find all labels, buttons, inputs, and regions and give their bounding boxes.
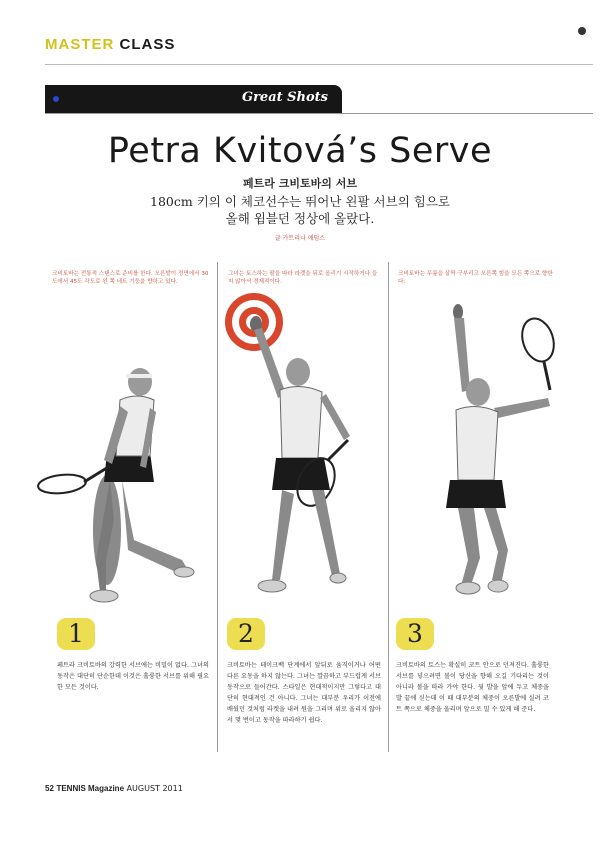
article-title: Petra Kvitová’s Serve <box>107 131 493 171</box>
player-photo-ready-stance <box>22 360 202 610</box>
caption-step-2: 그녀는 토스하는 팔을 따라 라켓을 뒤로 올리기 시작하거나 들지 않아서 경제적이다. <box>228 271 378 285</box>
step-number-2: 2 <box>227 618 265 650</box>
body-step-1: 페트라 크비토바의 강력한 서브에는 비밀이 없다. 그녀의 동작은 대단히 단순한데 이것은 훌륭한 서브를 위해 필요한 모든 것이다. <box>57 662 209 691</box>
racket-arm <box>320 394 350 440</box>
right-leg <box>122 480 188 572</box>
banner-rule <box>45 113 593 114</box>
section-header-class: CLASS <box>119 36 176 53</box>
column-divider-1 <box>217 262 218 752</box>
footer-page-number: 52 <box>45 784 54 793</box>
left-leg <box>458 508 480 582</box>
right-leg <box>484 508 508 580</box>
left-shoe <box>90 590 118 602</box>
player-photo-toss <box>220 290 385 610</box>
article-subtitle: 페트라 크비토바의 서브 <box>243 177 357 190</box>
page-footer <box>45 784 183 793</box>
footer-magazine: TENNIS Magazine <box>56 784 125 793</box>
corner-dot <box>578 27 586 35</box>
column-divider-2 <box>388 262 389 752</box>
caption-step-1: 크비토바는 전통적 스탠스로 준비를 한다. 오른발이 정면에서 30도에서 45도 각도로 왼 쪽 네트 기둥을 향하고 있다. <box>52 271 209 285</box>
dek-line-1: 180cm 키의 이 체코선수는 뛰어난 왼팔 서브의 힘으로 <box>150 194 450 209</box>
body-step-2: 크비토바는 테이크백 단계에서 앞뒤로 움직이거나 어떤 다른 요동을 하지 않는다. 그녀는 깔끔하고 부드럽게 서브 동작으로 들어간다. 스타일은 현대적이지만 그렇다고 대단히 현대적인 건 아니다. 그녀는 대부분 우리가 이전에 배웠던 것처럼 라켓을 내려 원을 그리며 위로 올리지 않아서 몇 번이고 동작을 따라하기 쉽다. <box>227 662 381 724</box>
caption-step-3: 크비토바는 무릎을 살짝 구부리고 오른쪽 힘을 모든 쪽으로 향한다. <box>398 271 553 285</box>
footer-date: AUGUST 2011 <box>126 784 183 793</box>
section-header-master: MASTER <box>45 36 115 53</box>
headband <box>126 374 152 378</box>
top-rule <box>45 64 593 65</box>
racket-head <box>37 473 87 496</box>
dek-line-2: 올해 윔블던 정상에 올랐다. <box>225 211 375 226</box>
byline: 글 카트리나 애덤스 <box>274 235 326 242</box>
body-step-3: 크비토바의 토스는 확실히 코트 안으로 던져진다. 훌륭한 서브를 넣으려면 볼이 당신을 향해 오길 기다리는 것이 아니라 볼을 따라 가야 한다. 뒷 발을 앞에 두고 체중을 발 끝에 싣는데 이 때 대부분의 체중이 오른발에 실려 코트 쪽으로 체중을 올리며 앞으로 밀 수 있게 해 준다. <box>396 662 549 713</box>
right-shoe <box>488 580 508 592</box>
step-number-1: 1 <box>57 618 95 650</box>
head <box>286 358 310 386</box>
section-banner <box>45 85 342 113</box>
article-dek <box>0 193 600 227</box>
right-shoe <box>330 573 346 583</box>
racket-arm <box>494 398 550 418</box>
player-photo-trophy-position <box>398 300 573 610</box>
right-leg <box>312 490 340 576</box>
right-shoe <box>174 567 194 577</box>
banner-bullet-icon <box>53 96 59 102</box>
head <box>128 368 152 396</box>
left-leg <box>272 490 294 580</box>
section-header <box>45 36 175 53</box>
left-shoe <box>456 582 480 594</box>
racket-handle <box>328 440 348 460</box>
left-shoe <box>258 580 286 592</box>
racket-head <box>517 314 559 365</box>
banner-label: Great Shots <box>241 90 328 105</box>
toss-hand <box>453 304 463 320</box>
skirt <box>446 480 506 508</box>
racket-handle <box>544 362 550 390</box>
step-number-3: 3 <box>396 618 434 650</box>
white-top <box>456 406 498 480</box>
toss-arm <box>454 318 470 392</box>
white-top <box>280 386 322 458</box>
head <box>466 378 490 406</box>
